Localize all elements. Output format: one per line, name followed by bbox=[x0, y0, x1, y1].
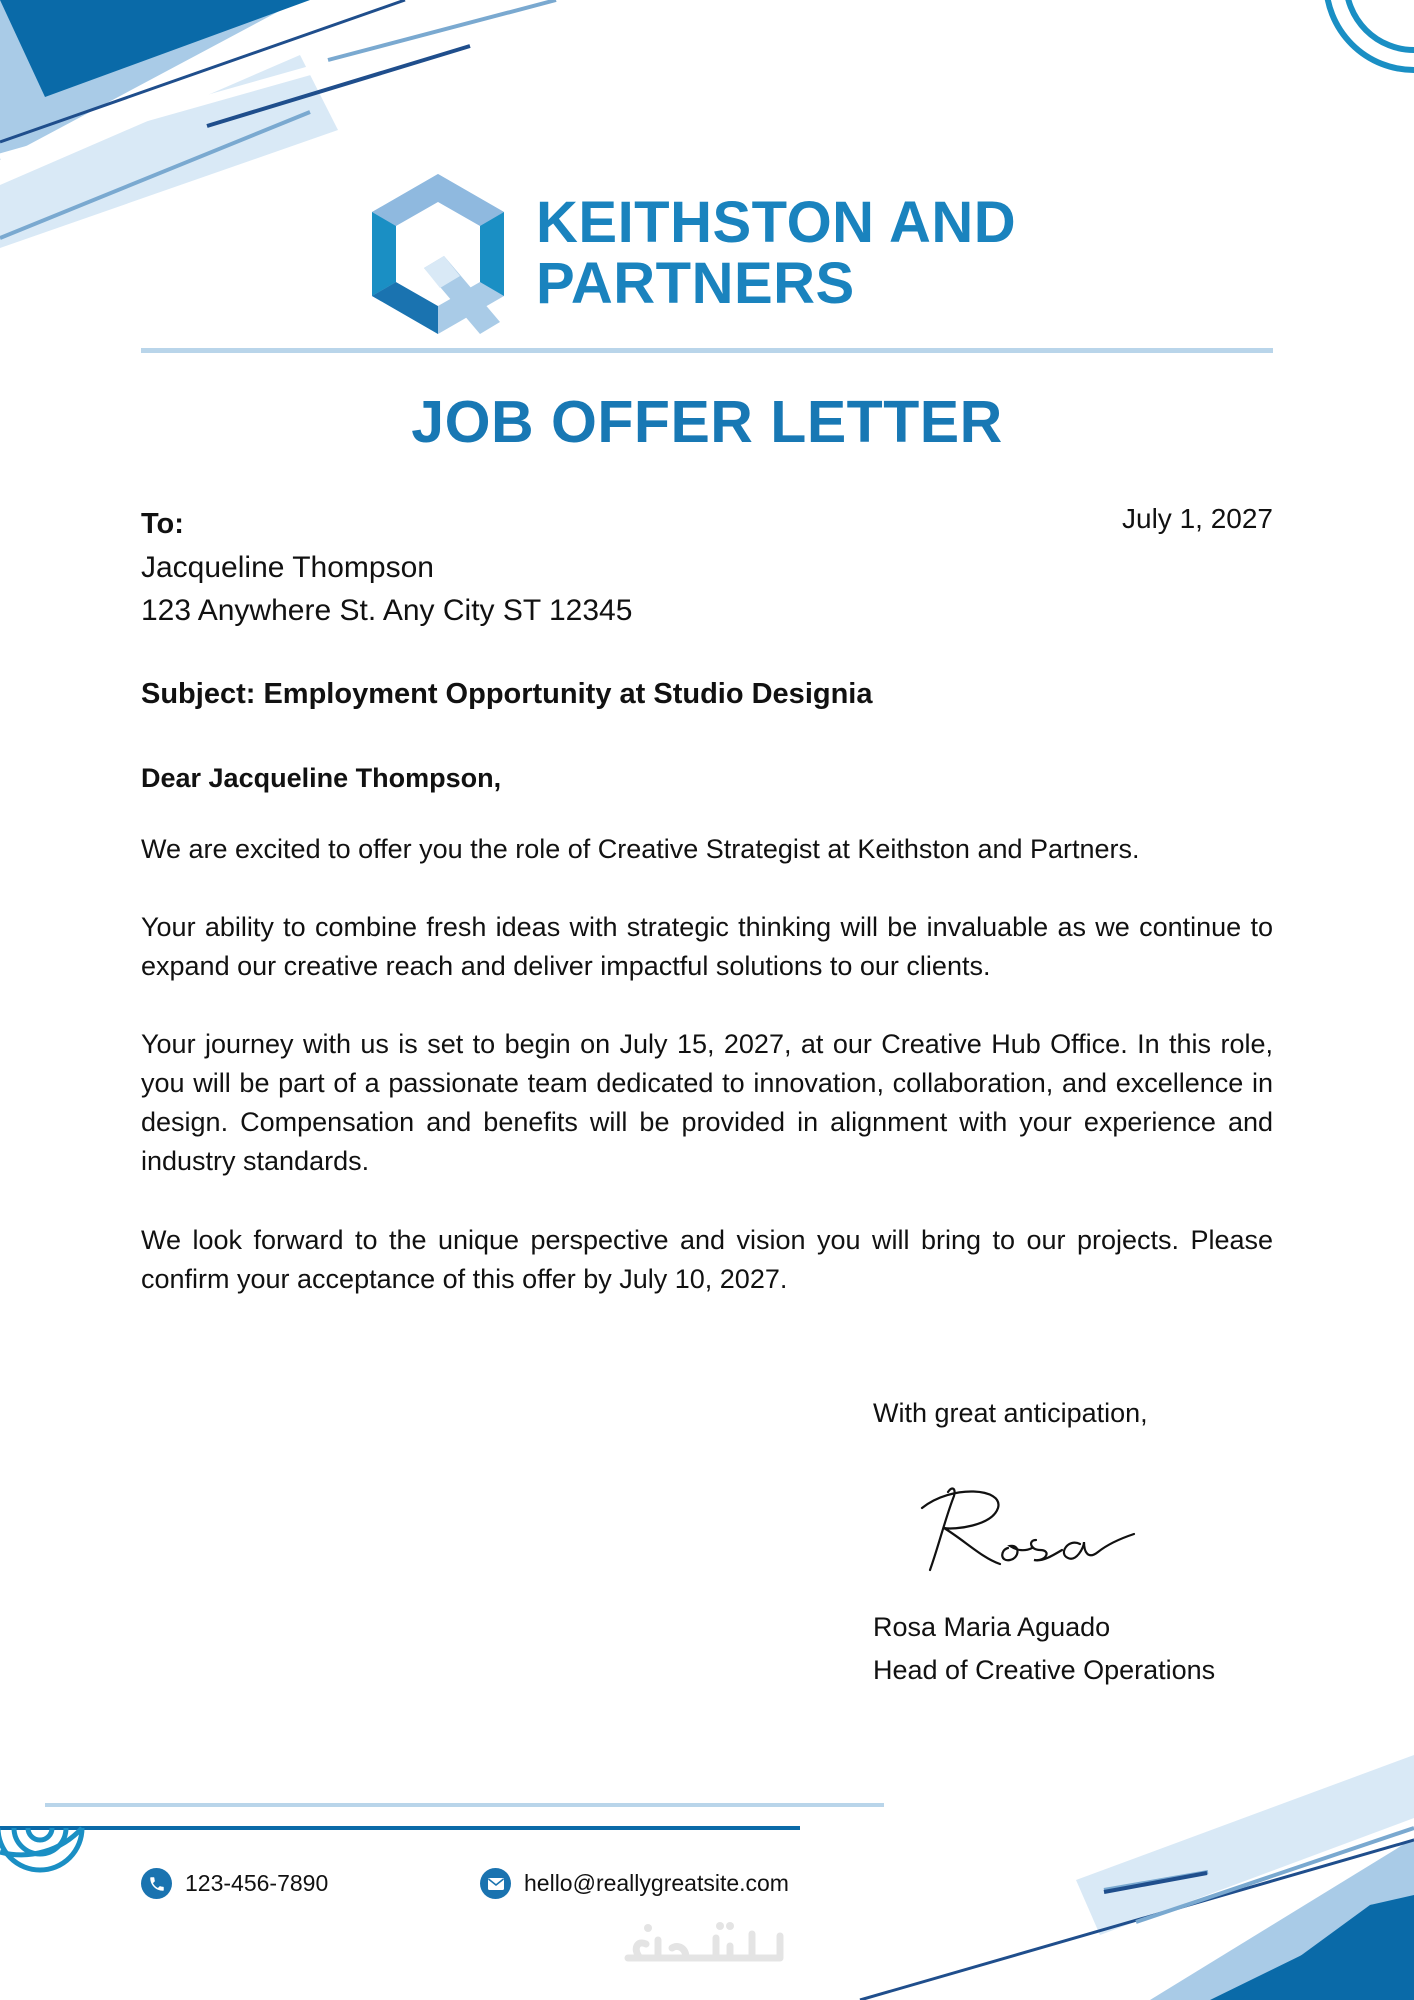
signer-title: Head of Creative Operations bbox=[873, 1655, 1216, 1685]
top-left-line-4 bbox=[207, 46, 470, 126]
top-left-line-2 bbox=[0, 0, 560, 158]
bottom-right-line-1 bbox=[860, 1840, 1414, 2000]
bottom-left-ring-b bbox=[20, 1828, 40, 1848]
signer-name: Rosa Maria Aguado bbox=[873, 1612, 1111, 1642]
bottom-right-line-8 bbox=[1103, 1873, 1207, 1890]
hexagon-q-logo-icon bbox=[368, 172, 508, 340]
company-name bbox=[536, 192, 1096, 314]
bottom-left-arc-middle bbox=[0, 1828, 62, 1840]
bottom-right-pale-band bbox=[1076, 1755, 1414, 1935]
bottom-right-line-2 bbox=[1104, 1872, 1208, 1890]
letter-date: July 1, 2027 bbox=[1122, 503, 1273, 534]
bottom-right-line-b bbox=[1104, 1873, 1207, 1890]
bottom-right-blue-line bbox=[1104, 1873, 1207, 1892]
recipient-label: To: bbox=[141, 508, 184, 540]
top-right-ring-inner bbox=[1346, 0, 1414, 50]
top-left-pale-band bbox=[0, 55, 338, 248]
closing-salutation: With great anticipation, bbox=[873, 1398, 1148, 1428]
bottom-right-dark-shape bbox=[1210, 1900, 1414, 2000]
header-divider bbox=[141, 348, 1273, 353]
bottom-right-line-6 bbox=[1105, 1872, 1206, 1890]
recipient-address: 123 Anywhere St. Any City ST 12345 bbox=[141, 594, 633, 627]
bottom-left-ring-a bbox=[5, 1828, 45, 1848]
letter-greeting: Dear Jacqueline Thompson, bbox=[141, 763, 502, 793]
bottom-right-line-5 bbox=[1104, 1873, 1207, 1890]
bottom-right-line-light bbox=[1136, 1828, 1414, 1922]
company-name-line2: PARTNERS bbox=[536, 251, 855, 316]
body-paragraph: We are excited to offer you the role of Creative Strategist at Keithston and Partners. bbox=[141, 834, 1140, 864]
contact-phone[interactable] bbox=[141, 1868, 328, 1899]
company-name-line1: KEITHSTON AND bbox=[536, 190, 1017, 255]
bottom-left-semicircle-outer bbox=[0, 1828, 82, 1870]
letter-subject: Subject: Employment Opportunity at Studio Designia bbox=[141, 678, 873, 710]
top-left-dark-shape bbox=[0, 0, 310, 97]
phone-icon bbox=[141, 1868, 172, 1899]
top-right-ring-outer bbox=[1326, 0, 1414, 70]
bottom-right-line-3 bbox=[1104, 1873, 1205, 1890]
watermark-logo bbox=[620, 1918, 796, 1968]
top-left-line-1 bbox=[0, 0, 405, 142]
bottom-right-dark-wedge bbox=[1240, 1895, 1414, 2000]
body-paragraph: We look forward to the unique perspective and vision you will bring to our projects. Please confirm your acceptance of this offer by July 10, 2027. bbox=[141, 1225, 1273, 1294]
contact-email[interactable] bbox=[480, 1868, 789, 1899]
body-paragraph: Your journey with us is set to begin on July 15, 2027, at our Creative Hub Office. In this role, you will be part of a passionate team dedicated to innovation, collaboration, and excellence in design. Compensation and benefits will be provided in alignment with your experience and industry standards. bbox=[141, 1029, 1273, 1176]
top-left-light-shape bbox=[0, 0, 300, 160]
bottom-right-long-line bbox=[1100, 1873, 1207, 1892]
bottom-right-line-c bbox=[1104, 1873, 1207, 1890]
recipient-name: Jacqueline Thompson bbox=[141, 551, 434, 584]
email-address: hello@reallygreatsite.com bbox=[524, 1870, 789, 1896]
bottom-right-line-4 bbox=[1100, 1872, 1208, 1888]
body-paragraph: Your ability to combine fresh ideas with strategic thinking will be invaluable as we continue to expand our creative reach and deliver impactful solutions to our clients. bbox=[141, 912, 1273, 981]
bottom-left-ring-c bbox=[0, 1828, 80, 1870]
document-title: JOB OFFER LETTER bbox=[411, 389, 1003, 455]
email-icon bbox=[480, 1868, 511, 1899]
bottom-right-light-shape bbox=[1150, 1838, 1414, 2000]
top-left-line-5 bbox=[0, 112, 310, 238]
handwritten-signature bbox=[912, 1478, 1142, 1578]
bottom-right-line-7 bbox=[1106, 1874, 1206, 1890]
bottom-left-semicircle-core bbox=[28, 1828, 52, 1840]
bottom-left-arc-outer bbox=[0, 1828, 82, 1855]
phone-number: 123-456-7890 bbox=[185, 1870, 329, 1896]
bottom-left-semicircle-inner bbox=[14, 1828, 66, 1854]
bottom-left-ring-2 bbox=[0, 1828, 60, 1866]
bottom-left-arc-mid bbox=[12, 1828, 52, 1833]
top-left-line-3 bbox=[328, 0, 556, 60]
bottom-right-line-a bbox=[1104, 1873, 1207, 1890]
